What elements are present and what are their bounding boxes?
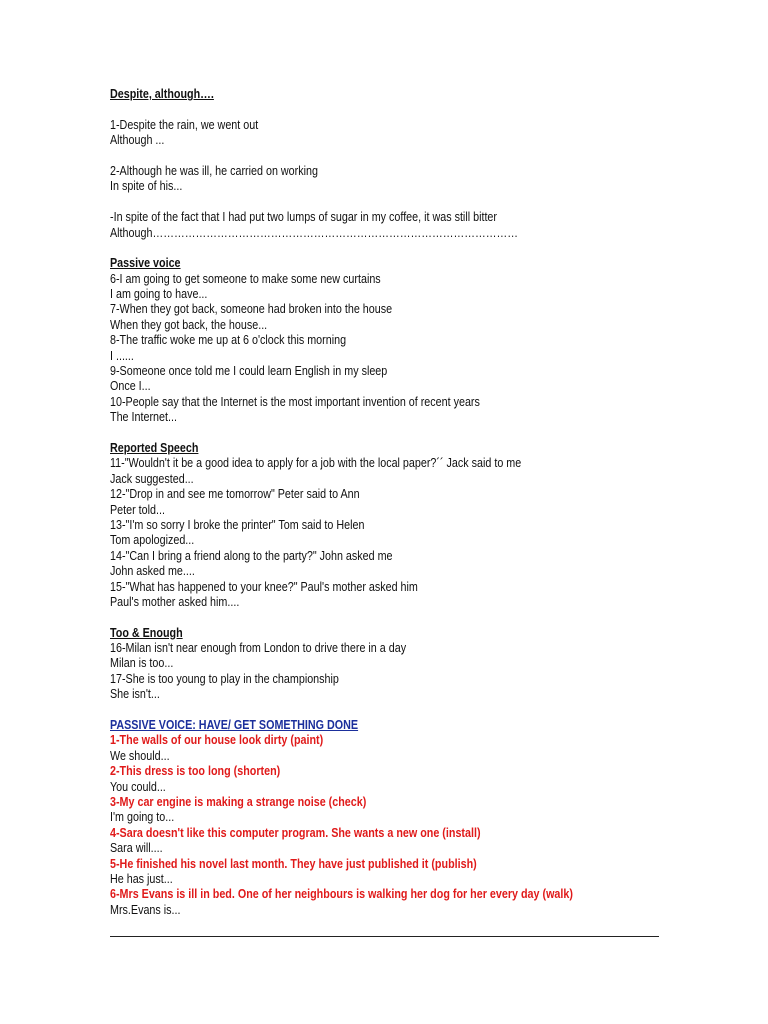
exercise-prompt: 6-Mrs Evans is ill in bed. One of her neighbours is walking her dog for her every day (walk) xyxy=(110,887,573,902)
section-despite-although-title: Despite, although…. xyxy=(110,87,214,101)
exercise-line: Once I... xyxy=(110,379,151,394)
exercise-answer-stem: We should... xyxy=(110,748,170,763)
exercise-answer-stem: He has just... xyxy=(110,871,173,886)
exercise-line: Milan is too... xyxy=(110,656,174,671)
exercise-answer-stem: I'm going to... xyxy=(110,810,175,825)
spacer xyxy=(110,149,670,164)
exercise-line: 10-People say that the Internet is the most important invention of recent years xyxy=(110,394,480,409)
exercise-line: In spite of his... xyxy=(110,179,183,194)
section-too-enough-title: Too & Enough xyxy=(110,625,183,640)
exercise-line: When they got back, the house... xyxy=(110,317,268,332)
section-passive-voice-title: Passive voice xyxy=(110,256,181,271)
exercise-answer-stem: Sara will.... xyxy=(110,841,163,856)
exercise-line: 15-"What has happened to your knee?" Paul's mother asked him xyxy=(110,579,418,594)
exercise-line: She isn't... xyxy=(110,687,160,702)
exercise-prompt: 4-Sara doesn't like this computer program. She wants a new one (install) xyxy=(110,825,481,840)
exercise-line: -In spite of the fact that I had put two lumps of sugar in my coffee, it was still bitter xyxy=(110,210,497,225)
exercise-line: Paul's mother asked him.... xyxy=(110,594,240,609)
exercise-line: 16-Milan isn't near enough from London to drive there in a day xyxy=(110,641,407,656)
exercise-line: Tom apologized... xyxy=(110,533,195,548)
exercise-line: Although ... xyxy=(110,133,165,148)
exercise-line: Jack suggested... xyxy=(110,471,194,486)
exercise-answer-stem: Mrs.Evans is... xyxy=(110,902,181,917)
spacer xyxy=(110,426,670,441)
spacer xyxy=(110,610,670,625)
exercise-line: 9-Someone once told me I could learn English in my sleep xyxy=(110,364,388,379)
spacer xyxy=(110,102,670,117)
exercise-line: I ...... xyxy=(110,348,134,363)
exercise-line: 11-"Wouldn't it be a good idea to apply for a job with the local paper?´´ Jack said to me xyxy=(110,456,522,471)
exercise-line: 17-She is too young to play in the championship xyxy=(110,671,339,686)
spacer xyxy=(110,703,670,718)
exercise-line: 2-Although he was ill, he carried on working xyxy=(110,163,318,178)
exercise-prompt: 2-This dress is too long (shorten) xyxy=(110,764,281,779)
exercise-line: 12-"Drop in and see me tomorrow" Peter said to Ann xyxy=(110,487,360,502)
exercise-line: 6-I am going to get someone to make some new curtains xyxy=(110,271,381,286)
exercise-prompt: 5-He finished his novel last month. They have just published it (publish) xyxy=(110,856,477,871)
exercise-line: 8-The traffic woke me up at 6 o'clock this morning xyxy=(110,333,347,348)
worksheet-page xyxy=(110,87,670,918)
spacer xyxy=(110,241,670,256)
exercise-line: Peter told... xyxy=(110,502,165,517)
spacer xyxy=(110,195,670,210)
exercise-prompt: 1-The walls of our house look dirty (paint) xyxy=(110,733,324,748)
exercise-prompt: 3-My car engine is making a strange noise (check) xyxy=(110,794,367,809)
bottom-divider-line xyxy=(110,936,659,937)
exercise-line: John asked me.... xyxy=(110,564,195,579)
exercise-line: Although………………………………………………………………………………………… xyxy=(110,225,518,240)
exercise-line: 14-"Can I bring a friend along to the party?" John asked me xyxy=(110,548,393,563)
section-reported-speech-title: Reported Speech xyxy=(110,440,199,455)
exercise-line: 1-Despite the rain, we went out xyxy=(110,117,259,132)
exercise-line: The Internet... xyxy=(110,410,177,425)
exercise-line: 7-When they got back, someone had broken into the house xyxy=(110,302,393,317)
exercise-line: I am going to have... xyxy=(110,287,208,302)
exercise-line: 13-"I'm so sorry I broke the printer" Tom said to Helen xyxy=(110,517,365,532)
exercise-answer-stem: You could... xyxy=(110,779,166,794)
section-have-get-something-done-title: PASSIVE VOICE: HAVE/ GET SOMETHING DONE xyxy=(110,718,359,733)
